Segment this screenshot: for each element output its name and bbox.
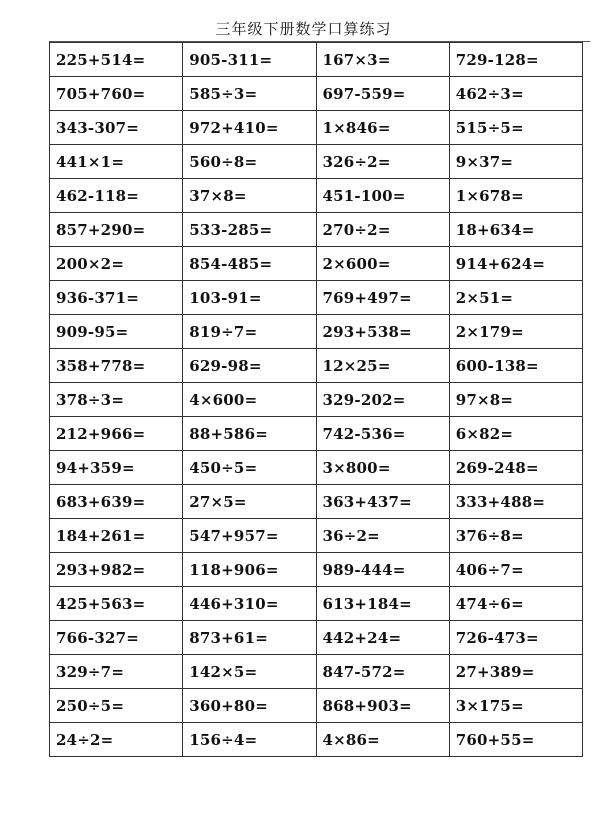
table-row [50,587,583,621]
table-row [50,315,583,349]
problem-cell: 333+488= [449,485,582,519]
problem-cell: 142×5= [183,655,316,689]
problem-cell: 1×678= [449,179,582,213]
table-row [50,485,583,519]
problem-cell: 24÷2= [50,723,183,757]
problem-cell: 378÷3= [50,383,183,417]
problem-cell: 27+389= [449,655,582,689]
problem-cell: 293+982= [50,553,183,587]
problem-cell: 726-473= [449,621,582,655]
problem-cell: 446+310= [183,587,316,621]
problem-cell: 905-311= [183,43,316,77]
problem-cell: 474÷6= [449,587,582,621]
problem-cell: 329÷7= [50,655,183,689]
arithmetic-table-body [50,43,583,757]
problem-cell: 200×2= [50,247,183,281]
problem-cell: 2×51= [449,281,582,315]
problem-cell: 600-138= [449,349,582,383]
problem-cell: 683+639= [50,485,183,519]
problem-cell: 118+906= [183,553,316,587]
problem-cell: 729-128= [449,43,582,77]
problem-cell: 103-91= [183,281,316,315]
problem-cell: 451-100= [316,179,449,213]
table-row [50,77,583,111]
problem-cell: 4×600= [183,383,316,417]
table-row [50,519,583,553]
problem-cell: 156÷4= [183,723,316,757]
problem-cell: 547+957= [183,519,316,553]
problem-cell: 854-485= [183,247,316,281]
problem-cell: 533-285= [183,213,316,247]
table-row [50,417,583,451]
problem-cell: 873+61= [183,621,316,655]
problem-cell: 270÷2= [316,213,449,247]
table-row [50,145,583,179]
problem-cell: 225+514= [50,43,183,77]
problem-cell: 742-536= [316,417,449,451]
problem-cell: 462÷3= [449,77,582,111]
problem-cell: 358+778= [50,349,183,383]
problem-cell: 613+184= [316,587,449,621]
page-title: 三年级下册数学口算练习 [215,20,392,38]
problem-cell: 769+497= [316,281,449,315]
problem-cell: 360+80= [183,689,316,723]
problem-cell: 329-202= [316,383,449,417]
problem-cell: 269-248= [449,451,582,485]
problem-cell: 2×179= [449,315,582,349]
problem-cell: 441×1= [50,145,183,179]
table-row [50,213,583,247]
table-row [50,723,583,757]
problem-cell: 989-444= [316,553,449,587]
problem-cell: 12×25= [316,349,449,383]
problem-cell: 212+966= [50,417,183,451]
problem-cell: 462-118= [50,179,183,213]
table-row [50,349,583,383]
problem-cell: 6×82= [449,417,582,451]
problem-cell: 819÷7= [183,315,316,349]
problem-cell: 560÷8= [183,145,316,179]
problem-cell: 936-371= [50,281,183,315]
problem-cell: 760+55= [449,723,582,757]
problem-cell: 857+290= [50,213,183,247]
problem-cell: 376÷8= [449,519,582,553]
table-row [50,43,583,77]
table-row [50,383,583,417]
problem-cell: 250÷5= [50,689,183,723]
problem-cell: 18+634= [449,213,582,247]
problem-cell: 406÷7= [449,553,582,587]
problem-cell: 442+24= [316,621,449,655]
table-row [50,247,583,281]
problem-cell: 343-307= [50,111,183,145]
problem-cell: 868+903= [316,689,449,723]
table-row [50,553,583,587]
problem-cell: 2×600= [316,247,449,281]
problem-cell: 515÷5= [449,111,582,145]
problem-cell: 36÷2= [316,519,449,553]
problem-cell: 914+624= [449,247,582,281]
problem-cell: 629-98= [183,349,316,383]
problem-cell: 766-327= [50,621,183,655]
table-row [50,111,583,145]
problem-cell: 4×86= [316,723,449,757]
problem-cell: 88+586= [183,417,316,451]
table-row [50,281,583,315]
problem-cell: 909-95= [50,315,183,349]
table-row [50,179,583,213]
problem-cell: 97×8= [449,383,582,417]
table-row [50,655,583,689]
problem-cell: 972+410= [183,111,316,145]
problem-cell: 697-559= [316,77,449,111]
problem-cell: 425+563= [50,587,183,621]
problem-cell: 184+261= [50,519,183,553]
problem-cell: 9×37= [449,145,582,179]
table-row [50,451,583,485]
arithmetic-table [49,42,583,757]
problem-cell: 847-572= [316,655,449,689]
problem-cell: 1×846= [316,111,449,145]
problem-cell: 293+538= [316,315,449,349]
problem-cell: 94+359= [50,451,183,485]
problem-cell: 585÷3= [183,77,316,111]
problem-cell: 37×8= [183,179,316,213]
table-row [50,621,583,655]
table-row [50,689,583,723]
problem-cell: 450÷5= [183,451,316,485]
problem-cell: 363+437= [316,485,449,519]
problem-cell: 27×5= [183,485,316,519]
problem-cell: 705+760= [50,77,183,111]
problem-cell: 3×175= [449,689,582,723]
problem-cell: 3×800= [316,451,449,485]
problem-cell: 326÷2= [316,145,449,179]
problem-cell: 167×3= [316,43,449,77]
